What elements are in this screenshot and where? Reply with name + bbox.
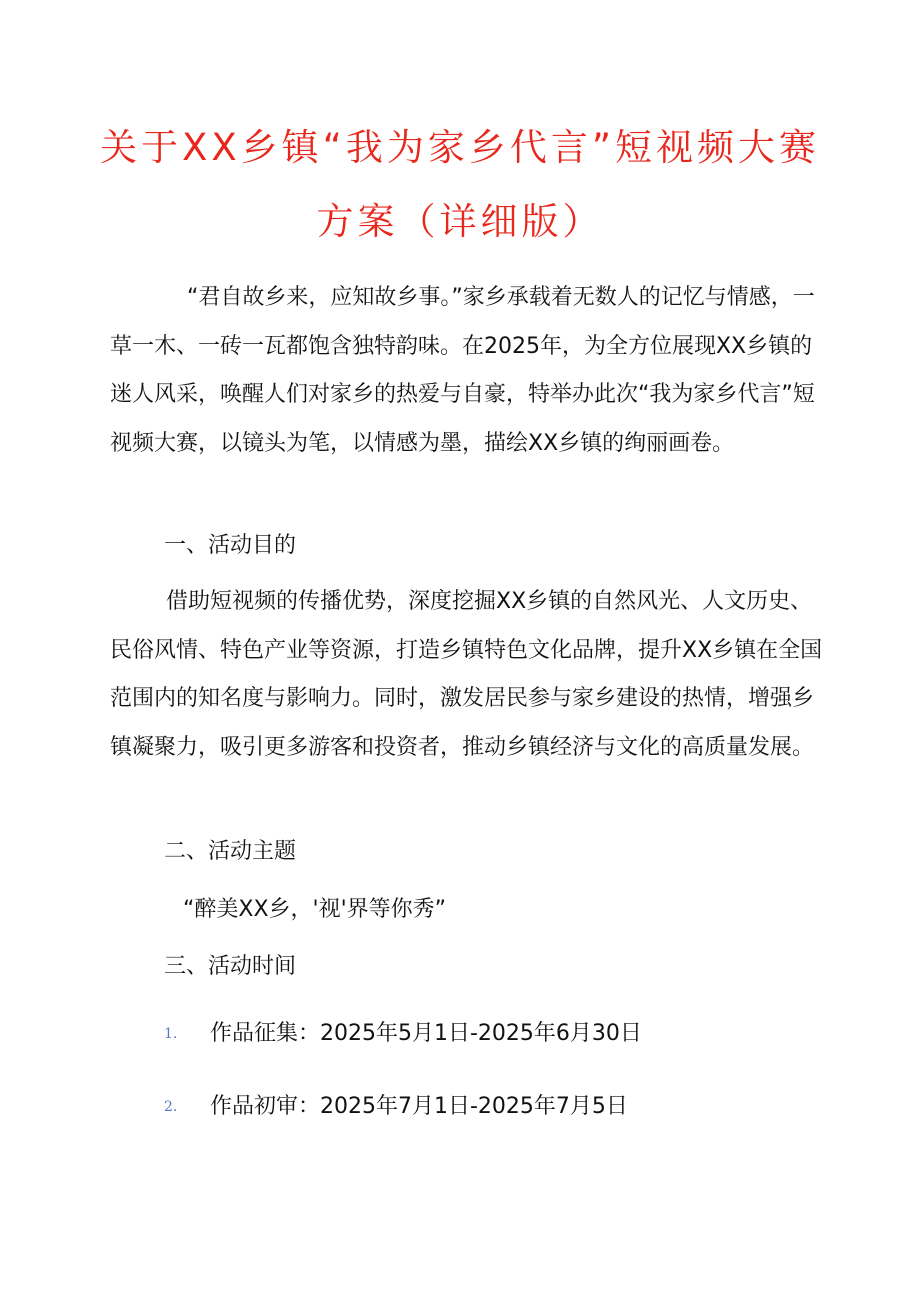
section-heading-theme: 二、活动主题 [164,839,297,864]
list-item [164,1019,642,1049]
document-title-line1: 关于XX乡镇“我为家乡代言”短视频大赛 [99,126,821,169]
document-title-line2: 方案（详细版） [316,200,604,243]
section-heading-purpose: 一、活动目的 [164,533,297,558]
list-item [164,1092,628,1122]
section-heading-time: 三、活动时间 [164,954,297,979]
purpose-paragraph: 借助短视频的传播优势，深度挖掘XX乡镇的自然风光、人文历史、民俗风情、特色产业等资源，打造乡镇特色文化品牌，提升XX乡镇在全国范围内的知名度与影响力。同时，激发居民参与家乡建设的热情，增强乡镇凝聚力，吸引更多游客和投资者，推动乡镇经济与文化的高质量发展。 [110,589,823,760]
intro-paragraph: “君自故乡来，应知故乡事。”家乡承载着无数人的记忆与情感，一草一木、一砖一瓦都饱含独特韵味。在2025年，为全方位展现XX乡镇的迷人风采，唤醒人们对家乡的热爱与自豪，特举办此次“我为家乡代言”短视频大赛，以镜头为笔，以情感为墨，描绘XX乡镇的绚丽画卷。 [110,285,815,456]
list-item-text: 作品征集：2025年5月1日-2025年6月30日 [210,1021,642,1046]
list-number: 1. [164,1026,178,1042]
theme-text: “醉美XX乡，'视'界等你秀” [183,897,447,922]
list-number: 2. [164,1099,178,1115]
list-item-text: 作品初审：2025年7月1日-2025年7月5日 [210,1094,628,1119]
